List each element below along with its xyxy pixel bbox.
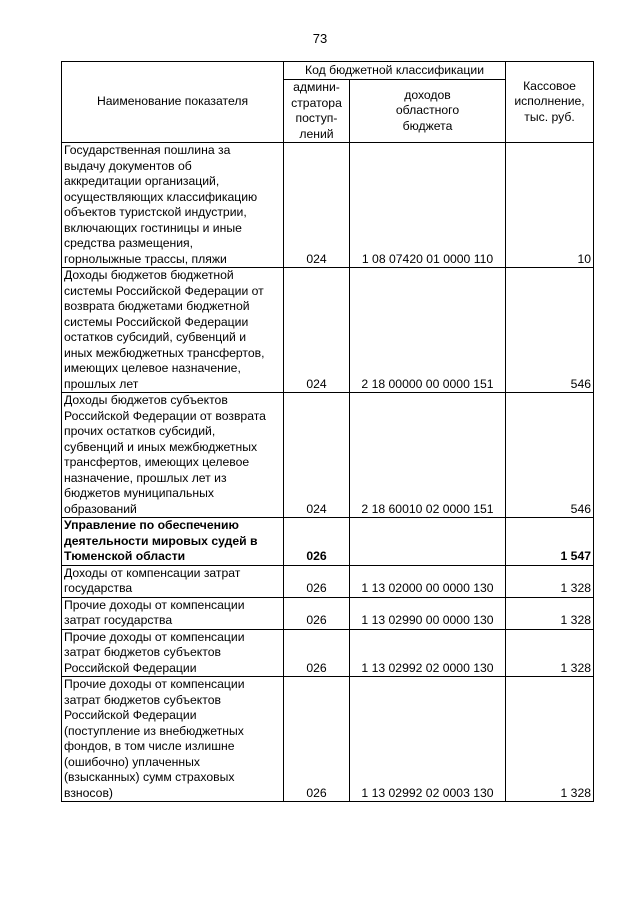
table-row bbox=[62, 143, 594, 268]
row-cash-execution: 546 bbox=[506, 393, 594, 518]
table-row bbox=[62, 677, 594, 802]
row-administrator-code: 026 bbox=[284, 629, 350, 677]
table-row bbox=[62, 393, 594, 518]
header-administrator: админи- стратора поступ- лений bbox=[284, 80, 350, 143]
row-income-code: 1 13 02992 02 0003 130 bbox=[350, 677, 506, 802]
row-indicator-name: Доходы от компенсации затрат государства bbox=[62, 565, 284, 597]
table-row bbox=[62, 268, 594, 393]
header-classification-code: Код бюджетной классификации bbox=[284, 62, 506, 80]
row-administrator-code: 024 bbox=[284, 268, 350, 393]
row-administrator-code: 026 bbox=[284, 565, 350, 597]
table-row bbox=[62, 565, 594, 597]
budget-income-table bbox=[61, 61, 594, 802]
row-indicator-name: Доходы бюджетов бюджетной системы Российской Федерации от возврата бюджетами бюджетной системы Российской Федерации остатков субсидий, субвенций и иных межбюджетных трансфертов, имеющих целевое назначение, прошлых лет bbox=[62, 268, 284, 393]
header-indicator-name: Наименование показателя bbox=[62, 62, 284, 143]
row-indicator-name: Управление по обеспечению деятельности мировых судей в Тюменской области bbox=[62, 518, 284, 566]
row-cash-execution: 1 328 bbox=[506, 677, 594, 802]
row-administrator-code: 026 bbox=[284, 518, 350, 566]
table-header bbox=[62, 62, 594, 143]
row-administrator-code: 026 bbox=[284, 677, 350, 802]
row-indicator-name: Прочие доходы от компенсации затрат бюджетов субъектов Российской Федерации (поступление из внебюджетных фондов, в том числе излишне (ошибочно) уплаченных (взысканных) сумм страховых взносов) bbox=[62, 677, 284, 802]
header-regional-income: доходов областного бюджета bbox=[350, 80, 506, 143]
row-indicator-name: Государственная пошлина за выдачу документов об аккредитации организаций, осуществляющих классификацию объектов туристской индустрии, включающих гостиницы и иные средства размещения, горнолыжные трассы, пляжи bbox=[62, 143, 284, 268]
row-cash-execution: 546 bbox=[506, 268, 594, 393]
row-cash-execution: 1 328 bbox=[506, 597, 594, 629]
row-administrator-code: 026 bbox=[284, 597, 350, 629]
row-income-code: 2 18 60010 02 0000 151 bbox=[350, 393, 506, 518]
row-administrator-code: 024 bbox=[284, 143, 350, 268]
page-number: 73 bbox=[312, 31, 328, 46]
row-income-code bbox=[350, 518, 506, 566]
table-body bbox=[62, 143, 594, 802]
table-row bbox=[62, 597, 594, 629]
table-row bbox=[62, 518, 594, 566]
row-income-code: 1 08 07420 01 0000 110 bbox=[350, 143, 506, 268]
row-income-code: 1 13 02000 00 0000 130 bbox=[350, 565, 506, 597]
row-cash-execution: 10 bbox=[506, 143, 594, 268]
row-income-code: 1 13 02992 02 0000 130 bbox=[350, 629, 506, 677]
row-indicator-name: Доходы бюджетов субъектов Российской Федерации от возврата прочих остатков субсидий, субвенций и иных межбюджетных трансфертов, имеющих целевое назначение, прошлых лет из бюджетов муниципальных образований bbox=[62, 393, 284, 518]
row-cash-execution: 1 328 bbox=[506, 565, 594, 597]
row-cash-execution: 1 547 bbox=[506, 518, 594, 566]
header-cash-execution: Кассовое исполнение, тыс. руб. bbox=[506, 62, 594, 143]
row-indicator-name: Прочие доходы от компенсации затрат бюджетов субъектов Российской Федерации bbox=[62, 629, 284, 677]
row-cash-execution: 1 328 bbox=[506, 629, 594, 677]
row-indicator-name: Прочие доходы от компенсации затрат государства bbox=[62, 597, 284, 629]
row-income-code: 2 18 00000 00 0000 151 bbox=[350, 268, 506, 393]
table-row bbox=[62, 629, 594, 677]
row-administrator-code: 024 bbox=[284, 393, 350, 518]
row-income-code: 1 13 02990 00 0000 130 bbox=[350, 597, 506, 629]
